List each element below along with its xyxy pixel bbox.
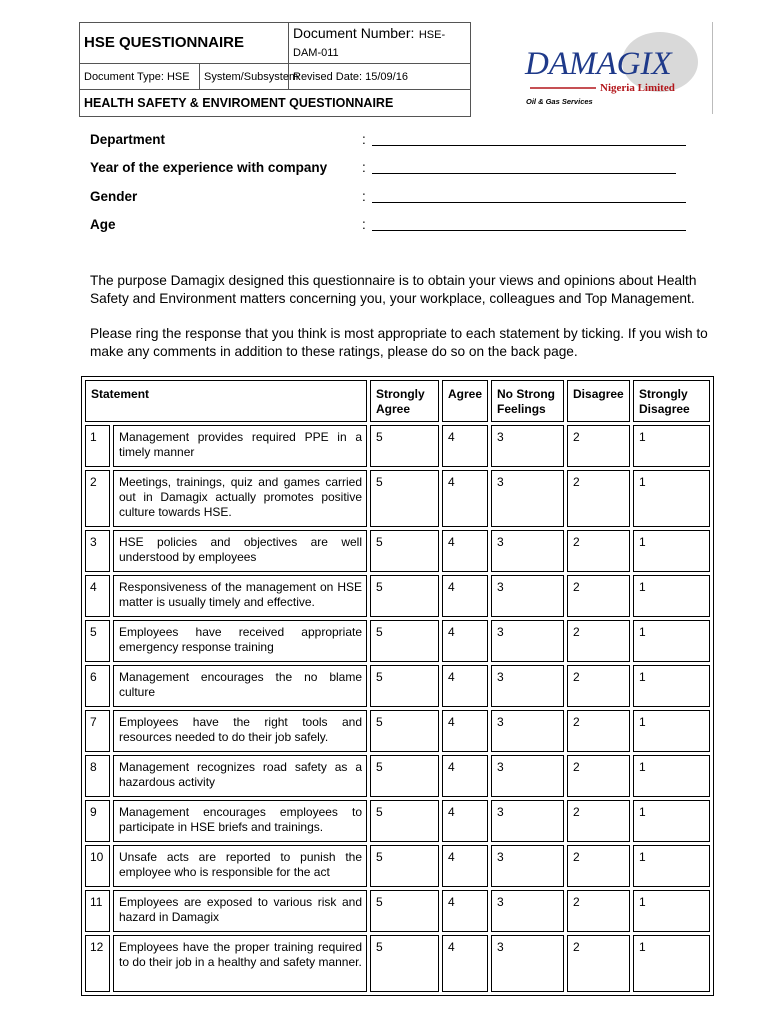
- rating-agree[interactable]: 4: [442, 845, 488, 887]
- rating-strongly-agree[interactable]: 5: [370, 575, 439, 617]
- rating-agree[interactable]: 4: [442, 890, 488, 932]
- rating-disagree[interactable]: 2: [567, 530, 630, 572]
- rating-no-strong-feelings[interactable]: 3: [491, 575, 564, 617]
- table-header-row: [85, 380, 710, 422]
- rating-agree[interactable]: 4: [442, 620, 488, 662]
- logo-tagline: Oil & Gas Services: [526, 97, 593, 106]
- document-header: [79, 22, 471, 117]
- field-department: Department :: [90, 132, 690, 150]
- table-row: [85, 890, 710, 932]
- table-row: [85, 620, 710, 662]
- table-row: [85, 755, 710, 797]
- logo-brand: DAMAGIX: [525, 46, 672, 82]
- row-number: 1: [85, 425, 110, 467]
- rating-disagree[interactable]: 2: [567, 620, 630, 662]
- header-subtitle: HEALTH SAFETY & ENVIROMENT QUESTIONNAIRE: [80, 90, 471, 117]
- purpose-paragraph: The purpose Damagix designed this questionnaire is to obtain your views and opinions about Health Safety and Environment matters concerning you, your workplace, colleagues and Top Management.: [90, 273, 697, 306]
- row-number: 7: [85, 710, 110, 752]
- table-row: [85, 845, 710, 887]
- rating-no-strong-feelings[interactable]: 3: [491, 935, 564, 992]
- header-title: HSE QUESTIONNAIRE: [80, 23, 289, 64]
- row-number: 2: [85, 470, 110, 527]
- rating-strongly-agree[interactable]: 5: [370, 800, 439, 842]
- rating-agree[interactable]: 4: [442, 665, 488, 707]
- rating-no-strong-feelings[interactable]: 3: [491, 800, 564, 842]
- rating-strongly-disagree[interactable]: 1: [633, 935, 710, 992]
- row-statement: Employees have received appropriate emergency response training: [113, 620, 367, 662]
- rating-disagree[interactable]: 2: [567, 665, 630, 707]
- rating-strongly-agree[interactable]: 5: [370, 890, 439, 932]
- table-row: [85, 710, 710, 752]
- rating-no-strong-feelings[interactable]: 3: [491, 530, 564, 572]
- rating-strongly-agree[interactable]: 5: [370, 470, 439, 527]
- rating-disagree[interactable]: 2: [567, 935, 630, 992]
- rating-strongly-agree[interactable]: 5: [370, 755, 439, 797]
- rating-no-strong-feelings[interactable]: 3: [491, 710, 564, 752]
- rating-no-strong-feelings[interactable]: 3: [491, 845, 564, 887]
- rating-strongly-agree[interactable]: 5: [370, 530, 439, 572]
- row-statement: Management encourages the no blame culture: [113, 665, 367, 707]
- row-number: 9: [85, 800, 110, 842]
- row-statement: Employees have the right tools and resources needed to do their job safely.: [113, 710, 367, 752]
- table-row: [85, 935, 710, 992]
- row-statement: Management recognizes road safety as a hazardous activity: [113, 755, 367, 797]
- row-statement: Employees have the proper training required to do their job in a healthy and safety manner.: [113, 935, 367, 992]
- row-number: 3: [85, 530, 110, 572]
- rating-strongly-disagree[interactable]: 1: [633, 425, 710, 467]
- rating-disagree[interactable]: 2: [567, 845, 630, 887]
- row-statement: Management encourages employees to participate in HSE briefs and trainings.: [113, 800, 367, 842]
- experience-blank[interactable]: [372, 173, 676, 174]
- row-number: 6: [85, 665, 110, 707]
- rating-no-strong-feelings[interactable]: 3: [491, 425, 564, 467]
- rating-no-strong-feelings[interactable]: 3: [491, 755, 564, 797]
- rating-strongly-disagree[interactable]: 1: [633, 800, 710, 842]
- table-row: [85, 530, 710, 572]
- rating-no-strong-feelings[interactable]: 3: [491, 620, 564, 662]
- rating-strongly-disagree[interactable]: 1: [633, 470, 710, 527]
- rating-strongly-agree[interactable]: 5: [370, 845, 439, 887]
- row-number: 12: [85, 935, 110, 992]
- rating-no-strong-feelings[interactable]: 3: [491, 890, 564, 932]
- rating-strongly-disagree[interactable]: 1: [633, 890, 710, 932]
- rating-strongly-disagree[interactable]: 1: [633, 710, 710, 752]
- rating-disagree[interactable]: 2: [567, 425, 630, 467]
- rating-strongly-disagree[interactable]: 1: [633, 755, 710, 797]
- rating-agree[interactable]: 4: [442, 755, 488, 797]
- field-age: Age :: [90, 217, 690, 235]
- row-number: 5: [85, 620, 110, 662]
- header-agree: Agree: [442, 380, 488, 422]
- rating-agree[interactable]: 4: [442, 530, 488, 572]
- table-row: [85, 425, 710, 467]
- row-number: 4: [85, 575, 110, 617]
- document-type: Document Type: HSE: [80, 64, 200, 90]
- row-number: 8: [85, 755, 110, 797]
- header-disagree: Disagree: [567, 380, 630, 422]
- rating-disagree[interactable]: 2: [567, 710, 630, 752]
- row-statement: Meetings, trainings, quiz and games carried out in Damagix actually promotes positive culture towards HSE.: [113, 470, 367, 527]
- rating-strongly-agree[interactable]: 5: [370, 425, 439, 467]
- table-row: [85, 470, 710, 527]
- rating-disagree[interactable]: 2: [567, 470, 630, 527]
- revised-date: Revised Date: 15/09/16: [289, 64, 471, 90]
- rating-strongly-agree[interactable]: 5: [370, 620, 439, 662]
- rating-strongly-agree[interactable]: 5: [370, 710, 439, 752]
- row-statement: Unsafe acts are reported to punish the employee who is responsible for the act: [113, 845, 367, 887]
- logo-sub: Nigeria Limited: [600, 82, 675, 94]
- gender-blank[interactable]: [372, 202, 686, 203]
- rating-no-strong-feelings[interactable]: 3: [491, 665, 564, 707]
- rating-strongly-disagree[interactable]: 1: [633, 530, 710, 572]
- row-number: 11: [85, 890, 110, 932]
- header-strongly-agree: Strongly Agree: [370, 380, 439, 422]
- row-statement: Responsiveness of the management on HSE matter is usually timely and effective.: [113, 575, 367, 617]
- rating-agree[interactable]: 4: [442, 800, 488, 842]
- field-experience: Year of the experience with company :: [90, 160, 690, 178]
- instructions-paragraph: Please ring the response that you think is most appropriate to each statement by ticking. If you wish to make any comments in addition to these ratings, please do so on the back page.: [90, 326, 708, 359]
- age-blank[interactable]: [372, 230, 686, 231]
- document-number: Document Number: HSE-DAM-011: [289, 23, 471, 64]
- logo-divider: [712, 22, 713, 114]
- row-statement: Management provides required PPE in a timely manner: [113, 425, 367, 467]
- rating-strongly-agree[interactable]: 5: [370, 935, 439, 992]
- questionnaire-table: [81, 376, 714, 996]
- header-statement: Statement: [85, 380, 367, 422]
- rating-agree[interactable]: 4: [442, 935, 488, 992]
- header-strongly-disagree: Strongly Disagree: [633, 380, 710, 422]
- rating-disagree[interactable]: 2: [567, 800, 630, 842]
- row-statement: HSE policies and objectives are well understood by employees: [113, 530, 367, 572]
- rating-disagree[interactable]: 2: [567, 755, 630, 797]
- rating-agree[interactable]: 4: [442, 425, 488, 467]
- rating-no-strong-feelings[interactable]: 3: [491, 470, 564, 527]
- department-blank[interactable]: [372, 145, 686, 146]
- rating-agree[interactable]: 4: [442, 575, 488, 617]
- rating-strongly-disagree[interactable]: 1: [633, 845, 710, 887]
- table-row: [85, 665, 710, 707]
- field-gender: Gender :: [90, 189, 690, 207]
- rating-disagree[interactable]: 2: [567, 575, 630, 617]
- system-subsystem: System/Subsystem:: [200, 64, 289, 90]
- row-number: 10: [85, 845, 110, 887]
- header-no-strong-feelings: No Strong Feelings: [491, 380, 564, 422]
- table-row: [85, 800, 710, 842]
- row-statement: Employees are exposed to various risk and hazard in Damagix: [113, 890, 367, 932]
- rating-strongly-disagree[interactable]: 1: [633, 620, 710, 662]
- table-row: [85, 575, 710, 617]
- rating-disagree[interactable]: 2: [567, 890, 630, 932]
- rating-agree[interactable]: 4: [442, 470, 488, 527]
- rating-agree[interactable]: 4: [442, 710, 488, 752]
- rating-strongly-disagree[interactable]: 1: [633, 665, 710, 707]
- damagix-logo: [520, 30, 705, 115]
- rating-strongly-agree[interactable]: 5: [370, 665, 439, 707]
- rating-strongly-disagree[interactable]: 1: [633, 575, 710, 617]
